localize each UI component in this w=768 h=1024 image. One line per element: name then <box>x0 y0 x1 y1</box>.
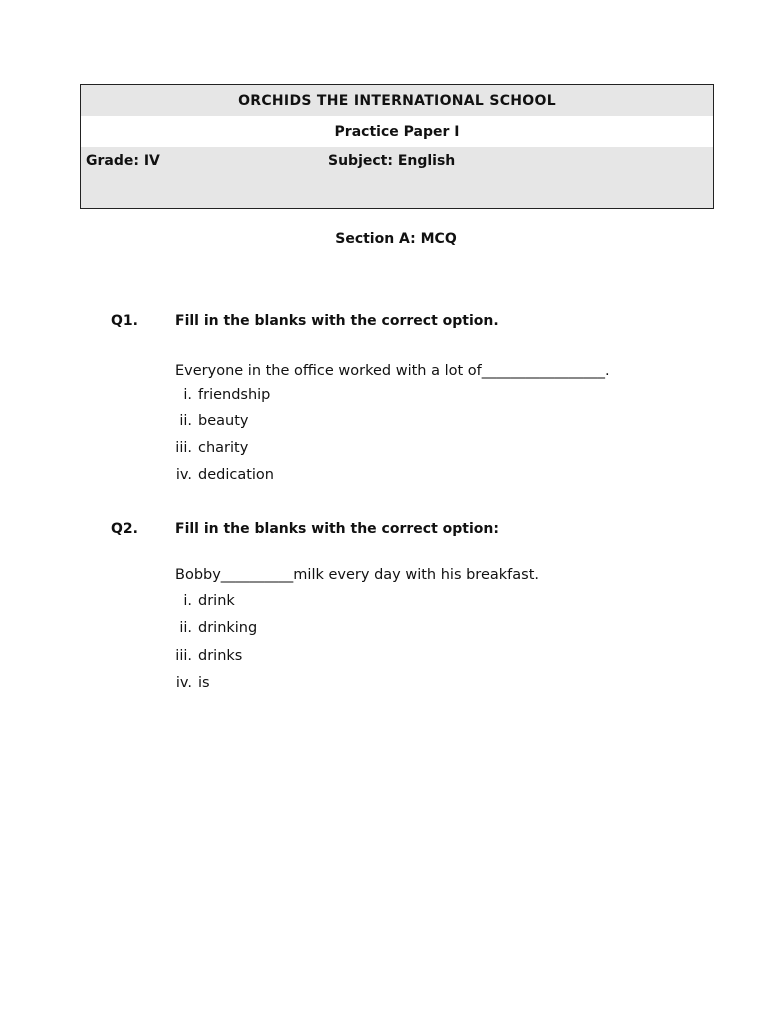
option-numeral: i. <box>183 593 192 609</box>
question-stem: Everyone in the office worked with a lot of_________________. <box>175 363 610 379</box>
option-item <box>160 648 242 664</box>
section-title: Section A: MCQ <box>335 231 457 247</box>
option-text: beauty <box>198 413 249 429</box>
question-number: Q2. <box>111 521 138 537</box>
question-stem: Bobby__________milk every day with his breakfast. <box>175 567 539 583</box>
option-numeral: iii. <box>175 648 192 664</box>
option-item <box>160 387 270 403</box>
option-text: friendship <box>198 387 271 403</box>
subject-label: Subject: English <box>328 153 456 169</box>
option-numeral: iii. <box>175 440 192 456</box>
option-item <box>160 620 257 636</box>
option-numeral: iv. <box>175 467 192 483</box>
option-item <box>160 440 248 456</box>
option-text: drinking <box>198 620 258 636</box>
school-name: ORCHIDS THE INTERNATIONAL SCHOOL <box>238 92 556 109</box>
option-item <box>160 467 274 483</box>
grade-subject-row <box>81 147 713 177</box>
option-numeral: iv. <box>175 675 192 691</box>
option-item <box>160 413 248 429</box>
question-instruction: Fill in the blanks with the correct option: <box>175 521 499 537</box>
option-text: charity <box>198 440 249 456</box>
question-number: Q1. <box>111 313 138 329</box>
option-numeral: ii. <box>179 620 192 636</box>
option-text: drinks <box>198 648 243 664</box>
header-box <box>80 84 714 209</box>
option-numeral: i. <box>183 387 192 403</box>
option-text: drink <box>198 593 235 609</box>
option-text: dedication <box>198 467 274 483</box>
grade-label: Grade: IV <box>86 153 160 169</box>
option-numeral: ii. <box>179 413 192 429</box>
option-item <box>160 593 235 609</box>
option-item <box>160 675 210 691</box>
paper-title: Practice Paper I <box>81 116 713 147</box>
question-instruction: Fill in the blanks with the correct option. <box>175 313 499 329</box>
option-text: is <box>198 675 210 691</box>
